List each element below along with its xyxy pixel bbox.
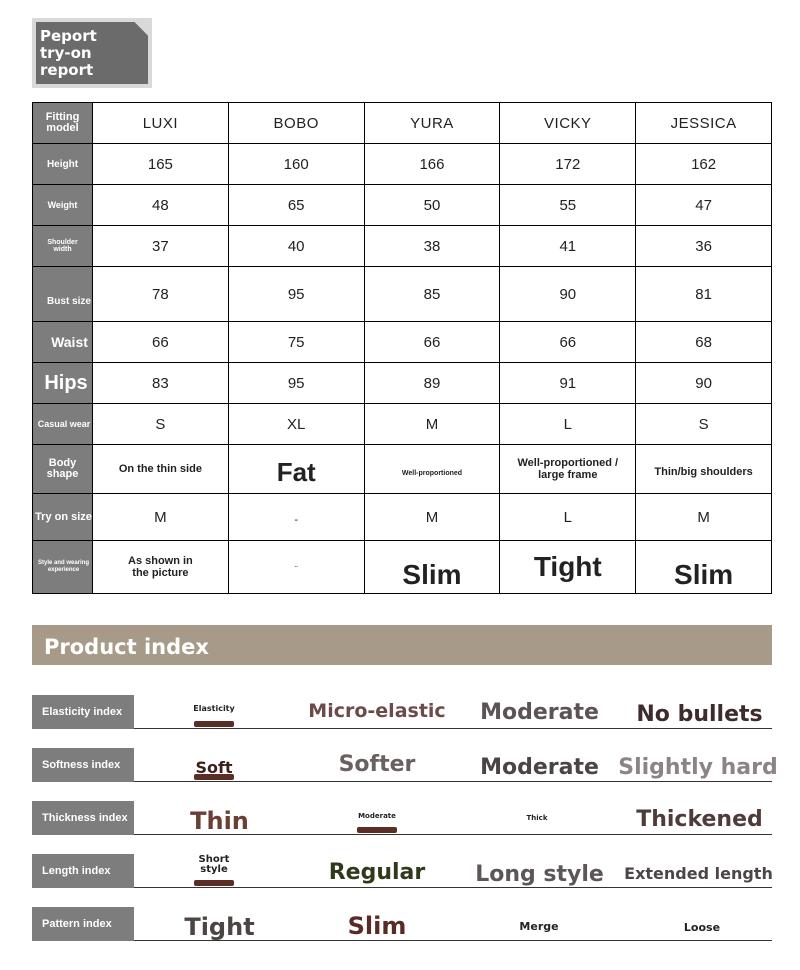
index-option: Slightly hard <box>618 754 778 780</box>
table-cell: 83 <box>93 363 229 404</box>
table-cell: Slim <box>364 541 500 594</box>
thickness-index-row <box>32 801 772 835</box>
index-option: Long style <box>475 861 604 887</box>
try-on-table <box>32 102 772 594</box>
elasticity-index-row <box>32 695 772 729</box>
index-option: Moderate <box>480 699 599 725</box>
index-option: Slim <box>347 912 407 940</box>
selected-marker <box>194 721 234 727</box>
table-row <box>33 322 772 363</box>
index-label: Thickness index <box>32 801 134 835</box>
index-option: Moderate <box>480 754 599 780</box>
table-cell: 85 <box>364 267 500 322</box>
index-option: Tight <box>184 913 255 941</box>
table-cell: 95 <box>228 363 364 404</box>
table-row <box>33 185 772 226</box>
index-option: Moderate <box>358 812 396 820</box>
index-label: Elasticity index <box>32 695 134 729</box>
table-cell: 36 <box>636 226 772 267</box>
table-cell: M <box>364 404 500 445</box>
index-option: Softer <box>338 751 416 777</box>
table-cell: 75 <box>228 322 364 363</box>
table-cell: - <box>228 494 364 541</box>
table-cell: 90 <box>500 267 636 322</box>
table-cell: S <box>636 404 772 445</box>
corner-label: Fitting model <box>33 103 93 144</box>
table-cell: 166 <box>364 144 500 185</box>
table-cell: 66 <box>93 322 229 363</box>
table-cell: 47 <box>636 185 772 226</box>
product-index-header <box>32 625 772 665</box>
index-label: Softness index <box>32 748 134 782</box>
row-label-try-on-size: Try on size <box>33 494 93 541</box>
index-option: Regular <box>328 859 426 885</box>
table-cell: 48 <box>93 185 229 226</box>
table-cell: 162 <box>636 144 772 185</box>
table-cell: Well-proportioned <box>364 445 500 494</box>
table-cell: 66 <box>500 322 636 363</box>
table-cell: 95 <box>228 267 364 322</box>
table-cell: 165 <box>93 144 229 185</box>
table-cell: S <box>93 404 229 445</box>
table-cell: 81 <box>636 267 772 322</box>
index-label: Length index <box>32 854 134 888</box>
table-cell: 41 <box>500 226 636 267</box>
table-cell: Well-proportioned / large frame <box>500 445 636 494</box>
index-option: Loose <box>683 920 721 934</box>
table-cell: Thin/big shoulders <box>636 445 772 494</box>
table-cell: 89 <box>364 363 500 404</box>
row-label-waist: Waist <box>33 322 93 363</box>
table-cell: 172 <box>500 144 636 185</box>
table-cell: Fat <box>228 445 364 494</box>
model-name: BOBO <box>228 103 364 144</box>
table-cell: 90 <box>636 363 772 404</box>
table-row <box>33 144 772 185</box>
table-row <box>33 363 772 404</box>
model-name: YURA <box>364 103 500 144</box>
row-label-height: Height <box>33 144 93 185</box>
table-cell: 68 <box>636 322 772 363</box>
model-name: VICKY <box>500 103 636 144</box>
table-row <box>33 267 772 322</box>
row-label-hips: Hips <box>33 363 93 404</box>
row-label-casual-wear: Casual wear <box>33 404 93 445</box>
table-cell: -- <box>228 541 364 594</box>
index-option: Elasticity <box>193 703 235 713</box>
table-cell: As shown in the picture <box>93 541 229 594</box>
table-cell: M <box>636 494 772 541</box>
table-cell: Tight <box>500 541 636 594</box>
softness-index-row <box>32 748 778 782</box>
report-badge <box>32 18 152 88</box>
table-row <box>33 404 772 445</box>
index-option: Thick <box>526 814 548 822</box>
table-cell: 38 <box>364 226 500 267</box>
row-label-shoulder-width: Shoulder width <box>33 226 93 267</box>
table-cell: On the thin side <box>93 445 229 494</box>
length-index-row <box>32 854 772 888</box>
index-option: Soft <box>195 757 233 777</box>
row-label-style-experience: Style and wearing experience <box>33 541 93 594</box>
table-cell: 91 <box>500 363 636 404</box>
table-cell: 78 <box>93 267 229 322</box>
table-cell: 66 <box>364 322 500 363</box>
product-index-title: Product index <box>44 635 209 659</box>
table-header-row <box>33 103 772 144</box>
table-cell: 160 <box>228 144 364 185</box>
table-cell: 40 <box>228 226 364 267</box>
table-row <box>33 494 772 541</box>
table-cell: Slim <box>636 541 772 594</box>
table-row <box>33 541 772 594</box>
model-name: JESSICA <box>636 103 772 144</box>
row-label-body-shape: Body shape <box>33 445 93 494</box>
report-badge-text: Peport try-on report <box>40 27 97 79</box>
table-cell: M <box>364 494 500 541</box>
table-cell: 50 <box>364 185 500 226</box>
table-cell: L <box>500 494 636 541</box>
table-cell: L <box>500 404 636 445</box>
table-cell: 37 <box>93 226 229 267</box>
index-option: No bullets <box>636 701 763 727</box>
index-option: Micro-elastic <box>308 700 446 722</box>
pattern-index-row <box>32 907 772 941</box>
index-option: Thin <box>190 807 249 835</box>
index-label: Pattern index <box>32 907 134 941</box>
table-row <box>33 445 772 494</box>
model-name: LUXI <box>93 103 229 144</box>
table-cell: M <box>93 494 229 541</box>
table-cell: XL <box>228 404 364 445</box>
row-label-weight: Weight <box>33 185 93 226</box>
table-cell: 65 <box>228 185 364 226</box>
index-option: Short style <box>198 854 230 875</box>
selected-marker <box>357 827 397 833</box>
table-cell: 55 <box>500 185 636 226</box>
index-option: Thickened <box>636 806 763 832</box>
table-row <box>33 226 772 267</box>
index-option: Extended length <box>624 863 773 883</box>
index-option: Merge <box>519 919 559 933</box>
row-label-bust-size: Bust size <box>33 267 93 322</box>
